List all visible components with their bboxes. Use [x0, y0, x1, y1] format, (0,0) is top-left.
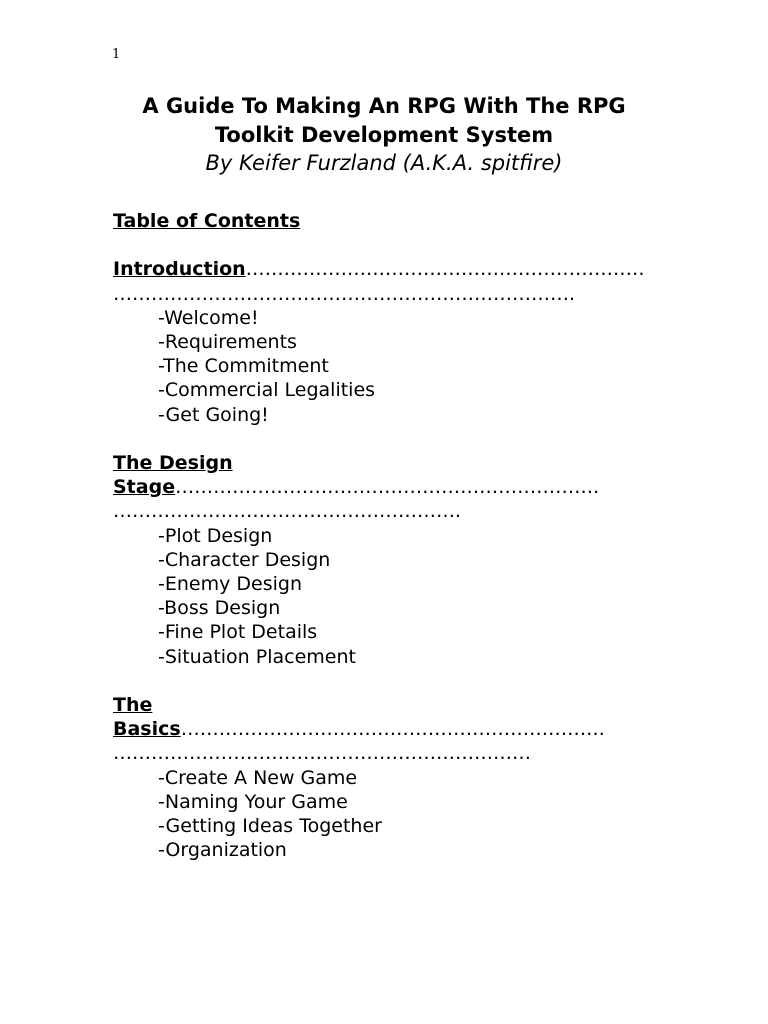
toc-heading: Table of Contents: [113, 210, 301, 232]
toc-subitem: -Create A New Game: [158, 766, 358, 789]
toc-section-basics: [113, 693, 673, 862]
dot-leader: ………………………………………………………….: [175, 476, 600, 499]
toc-entry-design-stage[interactable]: [113, 451, 673, 475]
toc-section-design-stage: [113, 451, 673, 669]
toc-subitem: -Organization: [158, 839, 287, 862]
toc-subitem: -The Commitment: [158, 355, 329, 378]
dot-leader-continued: …………………………………………………………: [113, 742, 531, 765]
toc-section-introduction: [113, 257, 673, 426]
toc-subitem: -Boss Design: [158, 597, 281, 620]
toc-entry-basics[interactable]: [113, 693, 673, 717]
section-title: The Design: [113, 452, 233, 474]
section-title: The: [113, 694, 153, 717]
dot-leader: ………………………………………………………: [245, 258, 645, 281]
document-title: [100, 92, 668, 177]
title-line-2: Toolkit Development System: [214, 123, 554, 147]
toc-subitem: -Situation Placement: [158, 645, 356, 668]
toc-entry-design-stage-cont[interactable]: [113, 475, 673, 499]
dot-leader-continued: ……………………………………………………………….: [113, 282, 576, 305]
toc-subitem: -Naming Your Game: [158, 790, 348, 813]
section-title-cont: Stage: [113, 476, 176, 499]
section-title-cont: Basics: [113, 718, 181, 741]
dot-leader-continued: ……………………………………………….: [113, 500, 462, 523]
toc-subitem: -Commercial Legalities: [158, 379, 376, 402]
toc-subitem: -Getting Ideas Together: [158, 815, 382, 838]
author-byline: By Keifer Furzland (A.K.A. spitfire): [205, 151, 563, 175]
title-line-1: A Guide To Making An RPG With The RPG: [142, 94, 626, 118]
table-of-contents: [113, 209, 673, 862]
toc-subitem: -Welcome!: [158, 306, 259, 329]
toc-entry-basics-cont[interactable]: [113, 717, 673, 741]
toc-subitem: -Enemy Design: [158, 573, 302, 596]
toc-subitem: -Requirements: [158, 331, 297, 353]
toc-subitem: -Plot Design: [158, 524, 273, 547]
toc-entry-introduction[interactable]: [113, 257, 673, 281]
page-number: 1: [112, 47, 121, 62]
toc-subitem: -Character Design: [158, 548, 331, 571]
toc-subitem: -Get Going!: [158, 403, 269, 426]
toc-subitem: -Fine Plot Details: [158, 621, 318, 644]
dot-leader: ………………………………………………………….: [180, 718, 605, 741]
section-title: Introduction: [113, 258, 246, 281]
